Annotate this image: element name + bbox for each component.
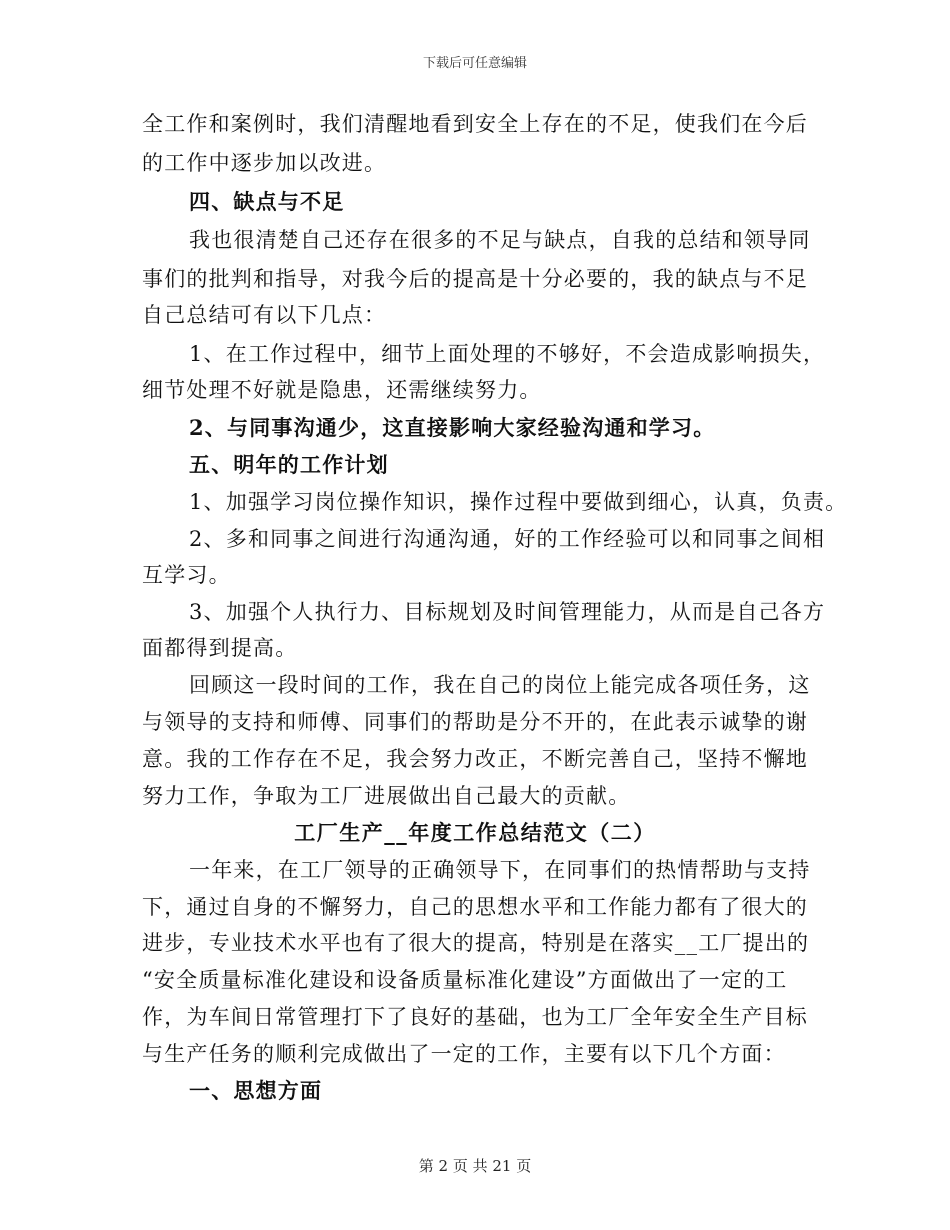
body-line: 3、加强个人执行力、目标规划及时间管理能力，从而是自己各方	[189, 600, 826, 624]
body-line: 1、加强学习岗位操作知识，操作过程中要做到细心，认真，负责。	[189, 490, 848, 514]
section-title: 工厂生产__年度工作总结范文（二）	[294, 820, 656, 845]
body-line: 与领导的支持和师傅、同事们的帮助是分不开的，在此表示诚挚的谢	[142, 710, 808, 734]
body-line: 事们的批判和指导，对我今后的提高是十分必要的，我的缺点与不足	[142, 267, 808, 291]
page-number: 第 2 页 共 21 页	[418, 1157, 532, 1175]
section-heading: 五、明年的工作计划	[189, 452, 389, 477]
body-line: 的工作中逐步加以改进。	[142, 151, 387, 175]
body-line: 2、多和同事之间进行沟通沟通，好的工作经验可以和同事之间相	[189, 527, 826, 551]
body-line: 下，通过自身的不懈努力，自己的思想水平和工作能力都有了很大的	[142, 895, 808, 919]
emphasis-line: 2、与同事沟通少，这直接影响大家经验沟通和学习。	[189, 415, 716, 440]
body-line: 作，为车间日常管理打下了良好的基础，也为工厂全年安全生产目标	[142, 1005, 808, 1029]
body-line: 与生产任务的顺利完成做出了一定的工作，主要有以下几个方面：	[142, 1042, 786, 1066]
body-line: 意。我的工作存在不足，我会努力改正，不断完善自己，坚持不懈地	[142, 747, 808, 771]
body-line: 全工作和案例时，我们清醒地看到安全上存在的不足，使我们在今后	[142, 112, 808, 136]
body-line: 面都得到提高。	[142, 636, 298, 660]
body-line: “安全质量标准化建设和设备质量标准化建设”方面做出了一定的工	[142, 968, 788, 992]
body-line: 一年来，在工厂领导的正确领导下，在同事们的热情帮助与支持	[189, 858, 811, 882]
section-heading: 四、缺点与不足	[189, 189, 345, 214]
header-note: 下载后可任意编辑	[422, 56, 527, 71]
body-line: 自己总结可有以下几点：	[142, 303, 387, 327]
body-line: 细节处理不好就是隐患，还需继续努力。	[142, 378, 542, 402]
body-line: 回顾这一段时间的工作，我在自己的岗位上能完成各项任务，这	[189, 673, 811, 697]
body-line: 我也很清楚自己还存在很多的不足与缺点，自我的总结和领导同	[189, 228, 811, 252]
body-line: 互学习。	[142, 563, 231, 587]
body-line: 1、在工作过程中，细节上面处理的不够好，不会造成影响损失，	[189, 342, 826, 366]
body-line: 努力工作，争取为工厂进展做出自己最大的贡献。	[142, 784, 631, 808]
body-line: 进步，专业技术水平也有了很大的提高，特别是在落实__工厂提出的	[142, 931, 810, 955]
section-heading: 一、思想方面	[189, 1078, 323, 1103]
